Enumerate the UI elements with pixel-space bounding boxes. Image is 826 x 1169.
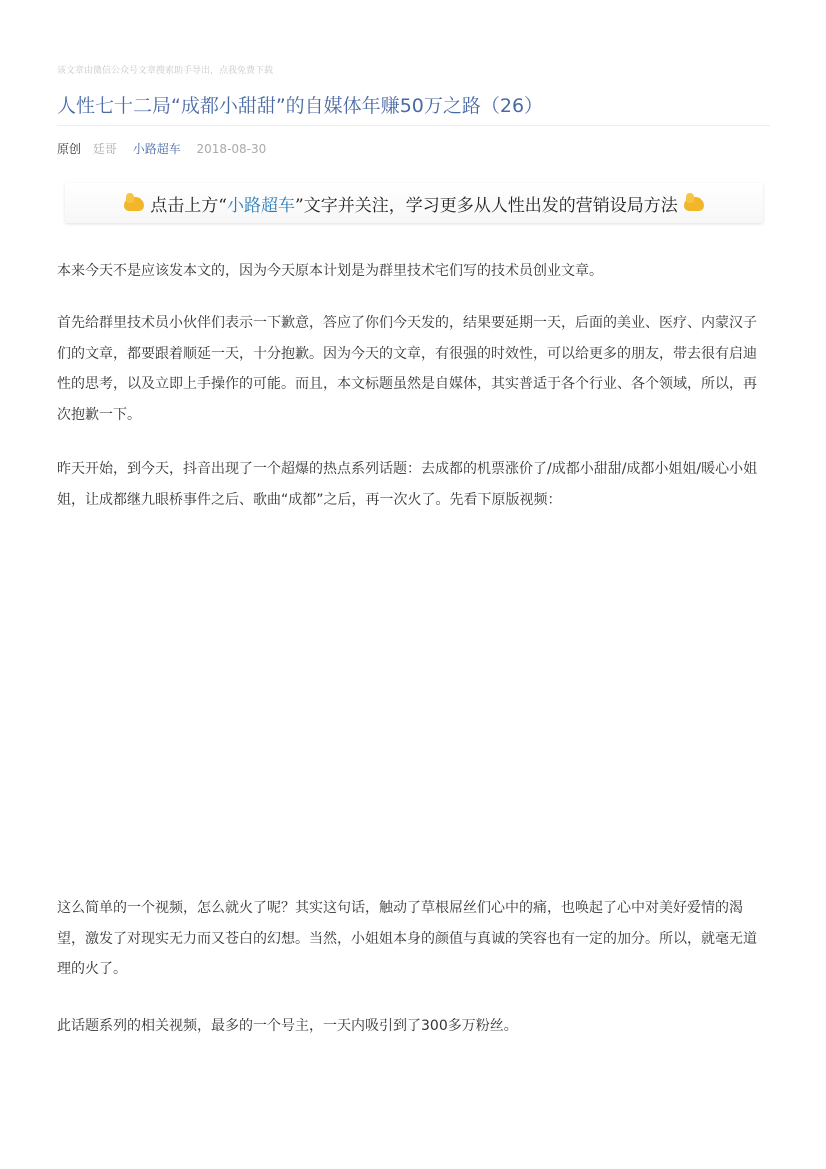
title-divider xyxy=(57,125,770,126)
follow-banner[interactable] xyxy=(65,183,763,223)
export-note-link[interactable]: 该文章由微信公众号文章搜索助手导出，点我免费下载 xyxy=(57,66,274,76)
banner-suffix: ”文字并关注，学习更多从人性出发的营销设局方法 xyxy=(295,195,678,216)
article-title: 人性七十二局“成都小甜甜”的自媒体年赚50万之路（26） xyxy=(57,95,544,117)
paragraph: 这么简单的一个视频，怎么就火了呢？其实这句话，触动了草根屌丝们心中的痛，也唤起了心中对美好爱情的渴望，激发了对现实无力而又苍白的幻想。当然，小姐姐本身的颜值与真诚的笑容也有一定的加分。所以，就毫无道理的火了。 xyxy=(57,900,757,977)
paragraph: 此话题系列的相关视频，最多的一个号主，一天内吸引到了300多万粉丝。 xyxy=(57,1018,518,1034)
video-placeholder xyxy=(57,530,770,885)
original-badge: 原创 xyxy=(57,142,82,156)
paragraph: 首先给群里技术员小伙伴们表示一下歉意，答应了你们今天发的，结果要延期一天，后面的美业、医疗、内蒙汉子们的文章，都要跟着顺延一天，十分抱歉。因为今天的文章，有很强的时效性，可以给更多的朋友，带去很有启迪性的思考，以及立即上手操作的可能。而且，本文标题虽然是自媒体，其实普适于各个行业、各个领域，所以，再次抱歉一下。 xyxy=(57,315,757,423)
banner-account-link[interactable]: 小路超车 xyxy=(227,195,295,216)
publish-date: 2018-08-30 xyxy=(196,142,267,156)
paragraph: 昨天开始，到今天，抖音出现了一个超爆的热点系列话题：去成都的机票涨价了/成都小甜甜/成都小姐姐/暖心小姐姐，让成都继九眼桥事件之后、歌曲“成都”之后，再一次火了。先看下原版视频： xyxy=(57,461,758,508)
banner-prefix: 点击上方“ xyxy=(150,195,227,216)
account-link[interactable]: 小路超车 xyxy=(132,142,181,156)
paragraph: 本来今天不是应该发本文的，因为今天原本计划是为群里技术宅们写的技术员创业文章。 xyxy=(57,263,603,279)
banner-text xyxy=(150,191,677,216)
flexed-biceps-icon xyxy=(682,191,706,215)
author-name: 廷哥 xyxy=(92,142,117,156)
article-meta xyxy=(57,140,266,158)
flexed-biceps-icon xyxy=(122,191,146,215)
